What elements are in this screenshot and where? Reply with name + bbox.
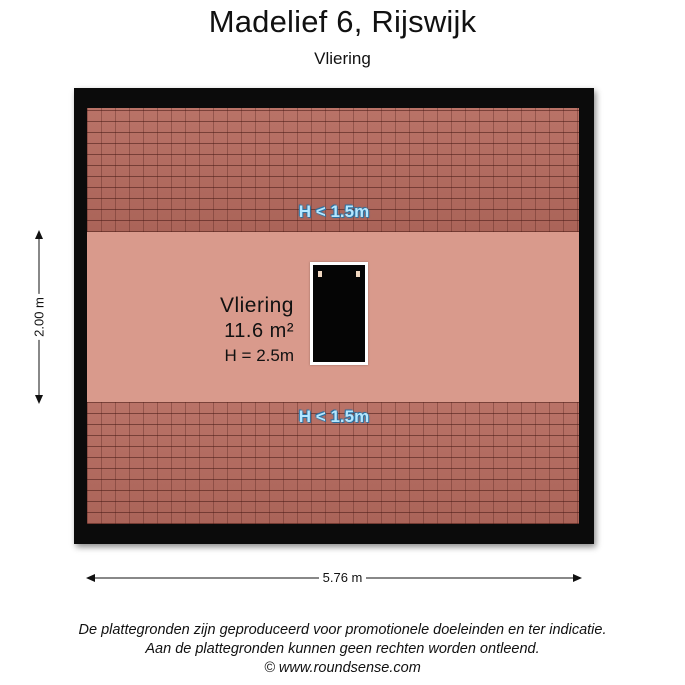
room-area: 11.6 m² [224,320,294,342]
hatch-hinge-icon [318,271,322,277]
copyright-link[interactable]: © www.roundsense.com [264,660,421,676]
attic-hatch [310,262,368,365]
attic-hatch-opening [313,265,365,362]
disclaimer-line-2: Aan de plattegronden kunnen geen rechten worden ontleend. [145,641,540,657]
room-height: H = 2.5m [224,346,294,365]
horizontal-dimension-label: 5.76 m [319,570,367,585]
disclaimer-line-1: De plattegronden zijn geproduceerd voor promotionele doeleinden en ter indicatie. [78,622,607,638]
vertical-dimension-label: 2.00 m [32,294,47,340]
height-label-bottom: H < 1.5m [298,407,370,426]
hatch-hinge-icon [356,271,360,277]
height-label-top: H < 1.5m [298,202,370,221]
room-name: Vliering [219,294,294,317]
floor-subtitle: Vliering [314,49,371,68]
page-title: Madelief 6, Rijswijk [208,4,477,39]
floor-plan [74,88,594,544]
disclaimer [0,621,685,678]
